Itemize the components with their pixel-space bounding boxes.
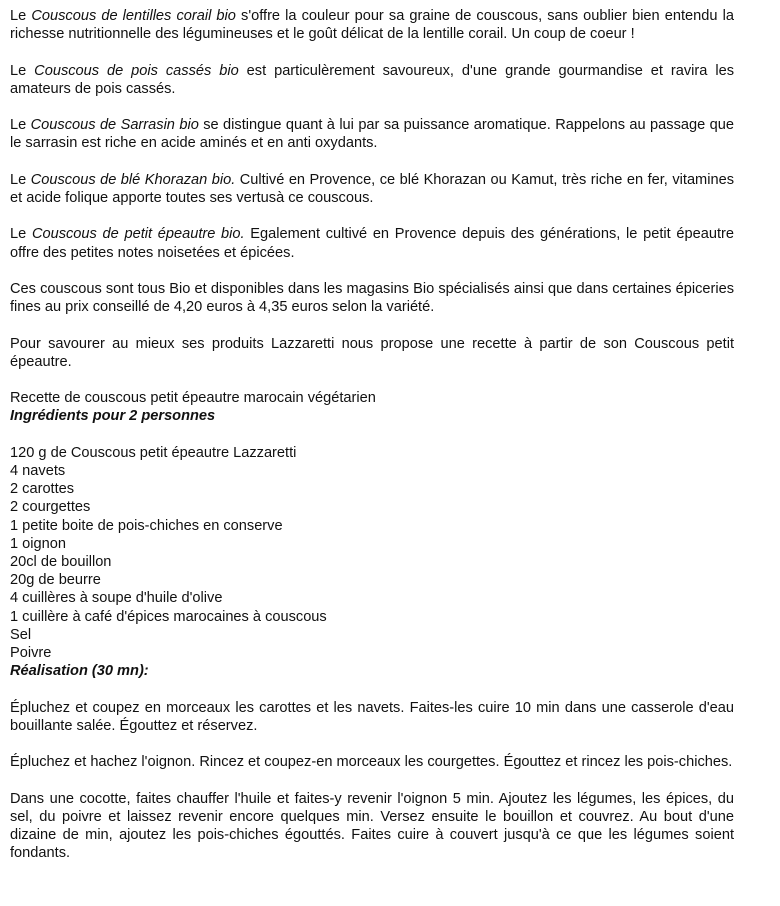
text: est particulèrement savoureux, d'une grande gourmandise et ravira les amateurs de pois cassés. — [10, 62, 734, 97]
spacer — [10, 426, 734, 444]
text: s'offre la couleur pour sa graine de couscous, sans oublier bien entendu la richesse nutritionnelle des légumineuses et le goût délicat de la lentille corail. Un coup de coeur ! — [10, 8, 734, 43]
text: Le — [10, 117, 31, 134]
ingredient-item: 2 carottes — [10, 481, 75, 498]
text: Pour savourer au mieux ses produits Lazzaretti nous propose une recette à partir de son Couscous petit épeautre. — [10, 335, 734, 370]
ingredient-item: 2 courgettes — [10, 499, 91, 516]
text: se distingue quant à lui par sa puissance aromatique. Rappelons au passage que le sarrasin est riche en acide aminés et en anti oxydants. — [10, 117, 734, 152]
product-name: Couscous de pois cassés bio — [34, 62, 239, 79]
paragraph-recette-intro — [10, 335, 734, 371]
text: Egalement cultivé en Provence depuis des générations, le petit épeautre offre des petites notes noisetées et épicées. — [10, 226, 734, 261]
product-name: Couscous de blé Khorazan bio. — [30, 171, 236, 188]
ingredient-item: 1 cuillère à café d'épices marocaines à couscous — [10, 608, 327, 625]
product-name: Couscous de Sarrasin bio — [30, 117, 199, 134]
ingredients-heading: Ingrédients pour 2 personnes — [10, 408, 216, 425]
recipe-section — [10, 389, 734, 862]
ingredient-item: Poivre — [10, 644, 52, 661]
spacer — [10, 680, 734, 698]
realisation-heading: Réalisation (30 mn): — [10, 663, 149, 680]
text: Le — [10, 226, 32, 243]
paragraph-lentilles — [10, 7, 734, 43]
ingredient-item: Sel — [10, 626, 32, 643]
recipe-step: Épluchez et coupez en morceaux les carottes et les navets. Faites-les cuire 10 min dans une casserole d'eau bouillante salée. Égouttez et réservez. — [10, 699, 734, 734]
ingredient-item: 1 petite boite de pois-chiches en conserve — [10, 517, 283, 534]
paragraph-khorazan — [10, 171, 734, 207]
text: Le — [10, 171, 31, 188]
ingredient-item: 1 oignon — [10, 535, 66, 552]
product-name: Couscous de lentilles corail bio — [31, 8, 236, 24]
paragraph-pois-casses — [10, 62, 734, 98]
recipe-title: Recette de couscous petit épeautre marocain végétarien — [10, 390, 376, 407]
product-name: Couscous de petit épeautre bio. — [31, 226, 245, 243]
recipe-step: Dans une cocotte, faites chauffer l'huile et faites-y revenir l'oignon 5 min. Ajoutez les légumes, les épices, du sel, du poivre et laissez revenir encore quelques min. Versez ensuite le bouillon et couvrez. Au bout d'une dizaine de min, ajoutez les pois-chiches égouttés. Faites cuire à couvert jusqu'à ce que les légumes soient fondants. — [10, 790, 734, 862]
paragraph-petit-epeautre — [10, 225, 734, 261]
ingredient-item: 20g de beurre — [10, 572, 101, 589]
ingredient-item: 4 navets — [10, 462, 66, 479]
text: Cultivé en Provence, ce blé Khorazan ou Kamut, très riche en fer, vitamines et acide folique apporte toutes ses vertusà ce couscous. — [10, 171, 734, 206]
ingredient-item: 120 g de Couscous petit épeautre Lazzaretti — [10, 444, 297, 461]
paragraph-sarrasin — [10, 116, 734, 152]
paragraph-prix — [10, 280, 734, 316]
ingredient-item: 4 cuillères à soupe d'huile d'olive — [10, 590, 223, 607]
recipe-step: Épluchez et hachez l'oignon. Rincez et coupez-en morceaux les courgettes. Égouttez et rincez les pois-chiches. — [10, 754, 733, 771]
text: Ces couscous sont tous Bio et disponibles dans les magasins Bio spécialisés ainsi que dans certaines épiceries fines au prix conseillé de 4,20 euros à 4,35 euros selon la variété. — [10, 280, 734, 316]
ingredients-list — [10, 444, 734, 662]
text: Le — [10, 62, 35, 79]
text: Le — [10, 8, 32, 24]
ingredient-item: 20cl de bouillon — [10, 553, 112, 570]
